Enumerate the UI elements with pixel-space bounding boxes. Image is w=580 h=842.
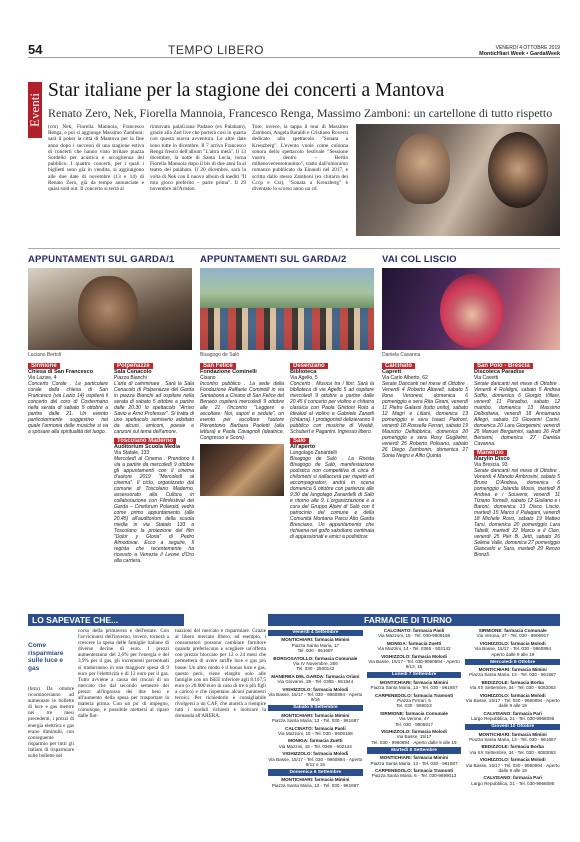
farmacie-entry (367, 755, 462, 766)
farmacie-name: BEDIZZOLE: farmacia Borba (481, 744, 544, 750)
garda1-col-a (28, 360, 108, 435)
farmacie-name: CALVISANO: farmacia Pari (483, 710, 542, 716)
photo-violinist (200, 444, 284, 496)
lo-sapevate-col-2: tuazioni del mercato e risparmiare. Grazie al libero mercato libero, ad esempio, i consumatori possono cambiare fornitore quando preferiscono e scegliere un'offerta con prezzo bloccato per 12 o 24 mesi che permetterà di avere tariffe luce e gas più basse. Un altro modo è il bonus luce e gas, questo però, viene elargito solo alle famiglie con un ISEE inferiore agli 8.107,5 euro (o 20.000 euro in caso di tre o più figli a carico) e che rispettano alcuni parametri tecnici. Per richiederlo è consigliabile rivolgersi a un CAF, che aiuterà a riempire tutti i moduli richiesti e inoltrare la domanda all'ARERA. (175, 628, 266, 720)
farmacie-name: CALCINATO: farmacia Paoli (285, 725, 346, 731)
farmacie-entry (268, 687, 363, 703)
farmacie-phone: Aperto dalle 9 alle 19 (491, 651, 535, 657)
farmacie-address: Via Giovanni, 29 - Tel. 0365 - 551944 (277, 679, 354, 685)
farmacie-entry (268, 751, 363, 767)
farmacie-entry (465, 667, 560, 678)
photo-garda1 (28, 268, 192, 350)
farmacie-address: Via Basse, 15/17 (396, 734, 432, 740)
farmacie-name: MONTICHIARI: farmacia Mimini (478, 731, 547, 737)
lo-sapevate-first-col: (brm) Da ottobre ricominceranno ad aumentare le bollette di luce e gas mentre nei tre mesi precedenti, i prezzi di energia elettrica e gas erano diminuiti, con conseguente risparmio per tutti gli italiani di risparmiare sulle bollette nel (28, 686, 74, 760)
farmacie-address: Largo Repubblica, 21 - Tel. 030-9968095 (471, 780, 555, 786)
farmacie-name: MONTICHIARI: farmacia Mimini (478, 666, 547, 672)
farmacie-table (268, 628, 560, 790)
article-col-1: (cm) Nek, Fiorella Mannoia, Francesco Renga, e poi si aggiunge Massimo Zamboni: sarà il poker la città di Mantova per la fine anno dopo i successi di una stagione estiva di concerti che hanno visto brillare piazza Sordello per acustica e accoglienza del pubblico. I quattro concerti, per i quali i biglietti sono già in vendita, si aggiungono alle due date di novembre (13 e 14) di Renato Zero, già da tempo annunciate e quasi sold out. Il concerto si terrà al (48, 124, 144, 193)
event-town: Toscolano Maderno (114, 438, 176, 444)
event-town: Desenzano (290, 363, 328, 369)
farmacie-entry (268, 777, 363, 788)
event-text: Serate dancanti nel mese di Ottobre . Venerdì 4 Manolo Ambrosini, sabato 5 Bruno D'Andrea, domenica 6 pomeriggio Jolanda Mossi, martedì 8 Andrea e i Souvenir, venerdì 11 Tiziano Tornelli, sabato 12 Giuliano e i Baroni, domenica 13 Disco Liscio, martedì 15 Marco il Palagani, venerdì 18 Michele Rovo, sabato 19 Matteo Tarsi, domenica 20 pomeriggio Lara Tabelli, martedì 22 Marco e il Clan, venerdì 25 Pier B. Jetti, sabato 26 Selena Valle, domenica 27 pomeriggio Giancarlo e Sara, martedì 29 Renzo Bionzli. (474, 468, 560, 558)
farmacie-entry (367, 729, 462, 745)
article-photo (356, 124, 560, 236)
event-venue: Chiesa di San Francesco (28, 369, 94, 375)
eventi-label: Eventi (27, 93, 42, 127)
farmacie-entry (465, 680, 560, 691)
farmacie-entry (367, 628, 462, 639)
farmacie-entry (268, 738, 363, 749)
farmacie-name: MONTICHIARI: farmacia Mimini (281, 777, 350, 783)
farmacie-date: Martedì 8 Settembre (367, 747, 462, 753)
lo-sapevate-col-1: corso della primavera e dell'estate. Con l'avvicinarsi dell'inverno, invece, tornerà a crescere la spesa delle famiglie italiane di diverse decine di euro. I prezzi aumenteranno del 2,6% per l'energia e del 3,9% per il gas, gli incrementi percentuali si tradurranno in una maggiore spesa di 9 euro per l'elettricità e di 12 euro per il gas. Tutto avviene a causa dei rincari di un mercato che dal secondo semestre dei prezzi all'ingrosso dei due beni e all'aumento della spesa per trasportare la materia prima. Con un po' di impegno, comunque, è possibile mettersi al riparo dalle flut- (78, 628, 169, 720)
photo-crowd (200, 308, 374, 350)
farmacie-entry (367, 680, 462, 691)
liscio-col-a (382, 360, 468, 459)
eventi-tab (28, 82, 42, 138)
event-text: Concerto Corale . Le particolare corale della chiesa di San Francesco (via Lazio 14) ospiterà il concerto del coro di Costermano nella serata di sabato 5 ottobre a partire dalle 21. Un evento particolarmente suggestivo nel quale l'armonia delle musiche si va a sposare alla spiritualità del luogo. (28, 381, 108, 435)
article-subhead: Renato Zero, Nek, Fiorella Mannoia, Francesco Renga, Massimo Zamboni: un cartellone di tutto rispetto (48, 106, 553, 120)
farmacie-address: Via Verona, 47 - Tel. 030 - 9906917 (476, 633, 549, 639)
photo-liscio (382, 268, 560, 350)
farmacie-entry (367, 711, 462, 727)
event-text: Bisagogo de Salò . La Rivista Bisagogo de Salò, manifestazione podistica non competitiva di circa 8 chilometri si riallaccerà per rispetti ed accompagnatori, andrà in scena domenica 6 ottobre con partenza alle 9.30 dal lungolago Zanardelli di Salò e ritorno alle 9. L'organizzazione è a cura del Gruppo Alpini di Salò con il patrocinio del comune e della Comunità Montana Parco Alto Garda Bresciano. Un appuntamento che richiama nel golfo salodiano centinaia di appassionati e amici a podisticar. (290, 456, 374, 540)
section-title-garda1: APPUNTAMENTI SUL GARDA/1 (28, 254, 175, 265)
farmacie-phone: Tel. 030 - 961687 (297, 648, 334, 654)
farmacie-entry (268, 674, 363, 685)
farmacie-address: Via Mazzoni, 15 - Tel. 030-9609168 (377, 633, 451, 639)
event-text: L'arte di camminare . Sarà la Sala Cenacolo di Polpenazze del Garda in piazza Bianchi ad ospitare nella serata di sabato 5 ottobre a partire dalle 20.30 lo spettacolo "Arrivo Savio e Arno Professor". Si tratta di uno spettacolo semiserio adottato da alcuni, amiconi, poesie e canzoni sul tema dell'amore. (114, 381, 194, 435)
event-venue: Auditorium Scuola Media (114, 444, 181, 450)
farmacie-entry (465, 693, 560, 709)
garda2-col-b (290, 360, 374, 540)
farmacie-entry (268, 637, 363, 653)
farmacie-col-2 (367, 628, 462, 790)
event-text: Serate Dancanti nel mese di Ottobre . Venerdì 4 Roberto Altavell, sabato 5 Ilona Veronesi, domenica 6 pomeriggio e sera Rita Girani, venerdì 11 Pietro Galassi (tutto unito), sabato 12 Magri e Liliani, domenica 13 pomeriggio e sera Isaaci Padroni, venerdì 18 Rossella Ferrari, sabato 19 Maurizio Delfabbrica, domenica 20 pomeriggio e sera Rosy Guglielmi, venerdì 25 Roberto Polisano, sabato 26 Diego Zambonin, domenica 27 Sonia Negro e Alfio Quinta (382, 381, 468, 459)
section-name: TEMPO LIBERO (168, 43, 265, 57)
farmacie-entry (367, 693, 462, 709)
farmacie-address: Piazza Santa Maria, 13 - Tel. 030 - 961687 (469, 736, 557, 742)
farmacie-col-3 (465, 628, 560, 790)
farmacie-entry (367, 641, 462, 652)
event-venue: Fondazione Cominelli (200, 369, 257, 375)
farmacie-name: VIGHIZZOLO: farmacia Molodi (381, 729, 447, 734)
event-address: Via Agello, 5 (290, 375, 318, 381)
caption-liscio: Daniela Cavanna (382, 352, 421, 358)
event-venue: Marylin Disco (474, 456, 510, 462)
farmacie-entry (367, 768, 462, 779)
farmacie-address: Via IV Novembre, 266 (292, 661, 338, 667)
lo-sapevate-subtitle: Come risparmiare sulle luce e gas (28, 642, 64, 672)
event-venue: Discoteca Paradise (474, 369, 525, 375)
lo-sapevate-title: LO SAPEVATE CHE... (28, 614, 184, 626)
section-title-garda2: APPUNTAMENTI SUL GARDA/2 (200, 254, 347, 265)
farmacie-address: Piazza Santa Maria, 13 - Tel. 030 - 961687 (271, 782, 359, 788)
farmacie-phone: Tel. 030 - 2500142 (296, 666, 335, 672)
header-date: VENERDÌ 4 OTTOBRE 2019 (495, 45, 560, 51)
farmacie-name: VIGHIZZOLO: farmacia Molodi (479, 692, 546, 698)
article-body (48, 124, 348, 250)
event-town: Calcinato (382, 363, 415, 369)
farmacie-date: Mercoledì 9 Ottobre (465, 659, 560, 665)
farmacie-name: VIGHIZZOLO: farmacia Molodi (282, 686, 349, 692)
event-venue: All'aperto (290, 444, 316, 450)
farmacie-name: CARPENEDOLO: farmacia Tramonti (374, 692, 454, 698)
farmacie-date: Lunedì 7 Settembre (367, 672, 462, 678)
farmacie-name: VIGHIZZOLO: farmacia Molodi (479, 640, 546, 646)
event-address: Via Brescia, 93 (474, 462, 508, 468)
event-address: Piazza Bianchi (114, 375, 147, 381)
farmacie-name: SIRMIONE: farmacia Comunale (478, 628, 547, 633)
header-meta (479, 45, 560, 57)
lo-sapevate-body (78, 628, 266, 828)
event-text: Mercoledì al Cinema . Prendono il via a partire da mercoledì 9 ottobre gli appuntamenti con il cinema d'autore 2019 "Mercoledì al cinema". Il ciclo, organizzato dal comune di Toscolano Maderno, assessorato alla Cultura in collaborazione con Filmfestival del Garda – Cineforum Polaroid, vedrà come primo appuntamento (alle 20.45) all'auditorium della scuola media in via Statale 133 a Toscolano la proiezione del film "Dolor y Gloria" di Pedro Almodovar. Ecco a seguire, Il regista che recentemente ha ricevuto a Venezia il Leone d'Oro alla carriera. (114, 456, 194, 564)
photo-person-left (396, 134, 450, 204)
farmacie-address: Via Basse, 15/17 - Tel. 030 - 9960894 - Aperto 9/12 e 15 (268, 756, 363, 768)
farmacie-entry (465, 744, 560, 755)
farmacie-address: Via Verona, 47 (398, 716, 430, 722)
farmacie-col-1 (268, 628, 363, 790)
farmacie-phone: Tel. 030 - 9905917 (394, 721, 434, 727)
section-title-liscio: VAI COL LISCIO (382, 254, 457, 265)
page-number: 54 (28, 42, 43, 57)
farmacie-name: BEDIZZOLE: farmacia Borba (481, 679, 544, 685)
event-address: Via Lazise, 4 (28, 375, 57, 381)
farmacie-name: MONTICHIARI: farmacia Mimini (281, 637, 350, 643)
article-headline: Star italiane per la stagione dei concerti a Mantova (48, 80, 445, 101)
farmacie-address: Via Basse, 15/17 - Tel. 030 - 9960894 · Aperto dalle 9 alle 19 (465, 762, 560, 773)
photo-portrait (78, 276, 138, 348)
event-address: Cisano (200, 375, 216, 381)
farmacie-name: SIRMIONE: farmacia Comunale (380, 710, 448, 716)
article-col-2: rinnovato palaGrana Padano (ex Palabam), grazie alla Zed live che porterà così in quarta con questa nuova avventura. Le altre date sono tutte in dicembre. Il 7 arriva Francesco Renga fresco dell'album "L'altra metà". Il 13 dicembre, la notte di Santa Lucia, torna Fiorella Mannoia dopo il bis di due anni fa al teatro del palabam. Il 20 dicembre, sarà la volta di Nek con il nuovo album di inediti "Il mio gioco preferito – parte prima". Il 29 novembre all'Ariston (150, 124, 246, 193)
farmacie-address: Via Basse, 15/17 - Tel. 030-9960894 - Aperto 9/12, 15 (368, 659, 460, 670)
farmacie-phone: Tel. 030 - 9960894 · Aperto dalle 9 alle 19 (371, 739, 457, 745)
photo-garda2 (200, 268, 374, 350)
event-text: Incontro pubblico . La sede della Fondazione Raffaele Cominelli in via Santabona a Cisano di San Felice del Benaco ospiterà mercoledì 9 ottobre alle 21 l'incontro "Leggere e ascoltare: Noi, sapori e sedute", un evento per ascoltare l'autore Pierantonio Barbara Paoletti (alla lettura) e Paola Cavagnoli (ideatrice, Congresso e Sconi). (200, 381, 284, 441)
farmacie-address: Via Basse, 15/17 - Tel. 030 - 9960894 - Aperto 9/16 (268, 692, 363, 703)
farmacie-entry (465, 711, 560, 722)
event-address: Via Statale, 133 (114, 450, 150, 456)
farmacie-name: MONTICHIARI: farmacia Mimini (281, 712, 350, 718)
farmacie-date: Sabato 5 Settembre (268, 705, 363, 711)
event-town: San Felice (200, 363, 236, 369)
event-venue: Sala Cenacolo (114, 369, 152, 375)
farmacie-entry (465, 775, 560, 786)
farmacie-entry (268, 713, 363, 724)
farmacie-entry (465, 757, 560, 773)
farmacie-address: Piazza Santa Maria, 13 - Tel. 030 - 961687 (469, 672, 557, 678)
farmacie-date: Venerdì 4 Settembre (268, 630, 363, 636)
event-town: Salò (290, 438, 309, 444)
farmacie-phone: Tel. 030 - 969013 (396, 703, 432, 709)
farmacie-name: BORGOSATOLLO: farmacia Comunale (273, 655, 358, 661)
farmacie-name: CALVISANO: farmacia Pari (483, 775, 542, 781)
farmacie-address: Piazza Santa Maria, 17 (291, 642, 340, 648)
farmacie-entry (268, 656, 363, 672)
farmacie-entry (465, 641, 560, 657)
farmacie-name: VIGHIZZOLO: farmacia Molodi (381, 653, 447, 659)
photo-portrait (440, 274, 504, 348)
farmacie-address: Piazza Santa Maria, 6 - Tel. 030-9699013 (371, 773, 457, 779)
farmacie-address: Piazza Santa Maria, 13 - Tel. 030 - 961687 (370, 685, 458, 691)
farmacie-name: MANERBA DEL GARDA: farmacia Oriani (271, 673, 360, 679)
farmacie-entry (268, 726, 363, 737)
page-header (28, 42, 560, 58)
farmacie-entry (367, 654, 462, 670)
event-venue: Caprett (382, 369, 402, 375)
liscio-col-b (474, 360, 560, 558)
farmacie-address: Piazza Ferrari, 5 (397, 697, 431, 703)
garda1-col-b (114, 360, 194, 564)
farmacie-entry (465, 628, 560, 639)
farmacie-address: Via XX Settembre, 34 - Tel. 030 - 6083063 (469, 749, 556, 755)
farmacie-name: CALCINATO: farmacia Paoli (383, 628, 445, 633)
farmacie-date: Domenica 6 Settembre (268, 769, 363, 775)
event-address: Via Cavetti (474, 375, 499, 381)
event-text: Serate dancanti nel mese di Ottobre . Venerdì 4 Roldigni, sabato 5 Andrea Soffio, domenica 6 Giorgio Villani, venerdì 11 Paradiso, sabato 12 mambo, domenica 13 Massimo Delbottana, venerdì 18 Annamaria Allegri, sabato 19 Giovanni Carini, domenica 20 Lara Giorgemini, venerdì 25 Manuel Bergamini, sabato 26 Rolf Bersemi, domenica 27 Daniela Cavanna. (474, 381, 560, 447)
header-publication: MonticHiari Week • GardaWeek (479, 51, 560, 57)
caption-garda1: Luciano Bertoli (28, 352, 62, 358)
farmacie-address: Via Mazzini, 15 - Tel. 0365 - 502142 (278, 743, 352, 749)
event-address: Via Carlo Alberto, 62 (382, 375, 428, 381)
farmacie-name: MONTICHIARI: farmacia Mimini (379, 755, 449, 761)
farmacie-address: Via Basse, 15/17 - Tel. 030 - 9960894 (474, 646, 552, 652)
farmacie-address: Via Mazzoni, 15 - Tel. 030 - 9609168 (278, 731, 353, 736)
farmacie-address: Via Mazzini, 14 - Tel. 0365 - 502142 (377, 646, 451, 652)
caption-garda2: Bisagogo de Salò (200, 352, 240, 358)
event-address: Lungolago Zanardelli (290, 450, 337, 456)
photo-person-right (488, 132, 548, 208)
event-town: Sirmione (28, 363, 60, 369)
farmacie-address: Via XX Settembre, 34 - Tel. 030 - 6083063 (469, 685, 556, 691)
event-town: Polpenazze (114, 363, 153, 369)
garda2-col-a (200, 360, 284, 498)
farmacie-name: VIGHIZZOLO: farmacia Molodi (282, 751, 349, 757)
section-divider (28, 248, 560, 249)
farmacie-date: Giovedì 10 Ottobre (465, 724, 560, 730)
farmacie-name: MONTICHIARI: farmacia Mimini (379, 679, 449, 685)
farmacie-title: FARMACIE DI TURNO (268, 614, 560, 626)
article-col-3: Tore, invece, la tappa il tour di Massimo Zamboni, Angela Baraldi e Cristiano Roversi dedicato allo spettacolo "Sonata a Kreuzberg". L'evento vuole come colonna sonora dello spettacolo festivale "Sessione vostro dentro – Berlin millenovecentottantino", tratto dall'omonimo romanzo pubblicato da Einaudi nel 2017, e scritto dallo stesso Zamboni (ex chitarra dei Cccp e Csi), "Sonata a Kreuzberg" è diventato lo scorso anno un cd. (252, 124, 348, 193)
farmacie-address: Via Basse, 15/17 - Tel. 030 - 9960894 · Aperto dalle 9 alle 19 (465, 697, 560, 709)
farmacie-address: Piazza Santa Maria, 13 - Tel. 030 - 961687 (370, 760, 458, 766)
farmacie-name: MONIGA: farmacia Zuetti (288, 738, 343, 744)
farmacie-entry (465, 732, 560, 743)
farmacie-address: Piazza Santa Maria, 13 - Tel. 030 - 961687 (271, 718, 359, 724)
farmacie-name: VIGHIZZOLO: farmacia Molodi (479, 757, 546, 763)
farmacie-address: Largo Repubblica, 21 - Tel. 030-9968095 (471, 716, 555, 722)
event-town: Manerbio (474, 450, 507, 456)
event-text: Concerto . Musica tra i libri. Sarà la biblioteca di via Agello 5 ad ospitare mercoledì 9 ottobre a partire dalle 20.45 il concerto per violino e chitarra classica con Paola Ghidoni Roto a Idealud al violino e Gabriele Zanetti (chitarra). I protagonisti delizieranno il pubblico con musiche di Vivaldi, Schubert e Paganini. Ingresso libero. (290, 381, 374, 435)
event-venue: Biblioteca (290, 369, 317, 375)
farmacie-name: CARPENEDOLO: farmacia Tramonti (374, 767, 454, 773)
event-town: San Polo - Brescia (474, 363, 533, 369)
farmacie-name: MONIGA: farmacia Zuetti (386, 640, 442, 646)
